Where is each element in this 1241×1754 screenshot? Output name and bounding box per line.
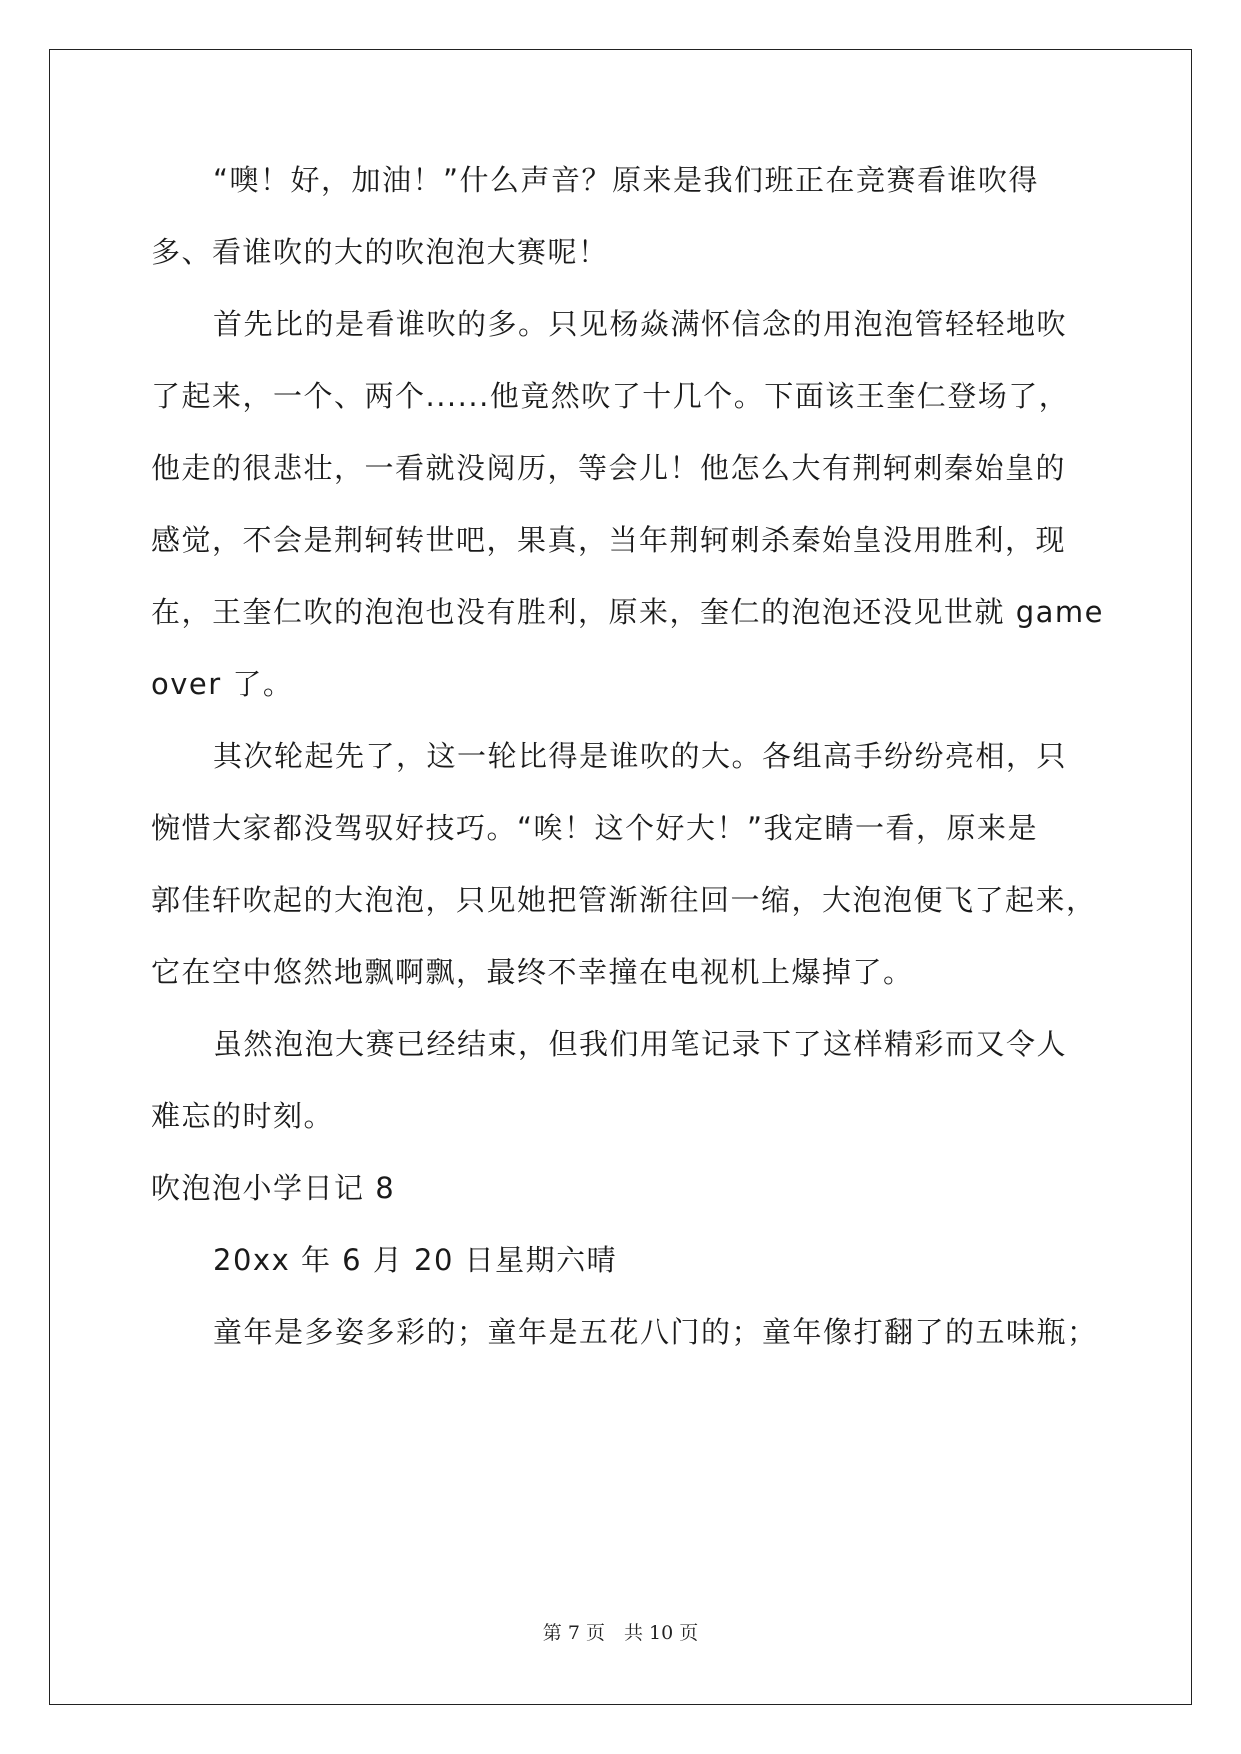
paragraph-line: over 了。 <box>151 667 294 701</box>
paragraph-line: 虽然泡泡大赛已经结束，但我们用笔记录下了这样精彩而又令人 <box>213 1027 1068 1061</box>
paragraph-line: 其次轮起先了，这一轮比得是谁吹的大。各组高手纷纷亮相，只 <box>213 739 1068 773</box>
paragraph-line: 了起来，一个、两个......他竟然吹了十几个。下面该王奎仁登场了， <box>151 379 1070 413</box>
date-line: 20xx 年 6 月 20 日星期六晴 <box>213 1243 618 1277</box>
paragraph-line: 它在空中悠然地飘啊飘，最终不幸撞在电视机上爆掉了。 <box>151 955 914 989</box>
paragraph-line: 多、看谁吹的大的吹泡泡大赛呢！ <box>151 235 609 269</box>
paragraph-line: “噢！好，加油！”什么声音？原来是我们班正在竞赛看谁吹得 <box>213 163 1040 197</box>
paragraph-line: 在，王奎仁吹的泡泡也没有胜利，原来，奎仁的泡泡还没见世就 game <box>151 595 1104 629</box>
paragraph-line: 郭佳轩吹起的大泡泡，只见她把管渐渐往回一缩，大泡泡便飞了起来， <box>151 883 1097 917</box>
paragraph-line: 惋惜大家都没驾驭好技巧。“唉！这个好大！”我定睛一看，原来是 <box>151 811 1039 845</box>
section-heading: 吹泡泡小学日记 8 <box>151 1171 396 1205</box>
paragraph-line: 感觉，不会是荆轲转世吧，果真，当年荆轲刺杀秦始皇没用胜利，现 <box>151 523 1067 557</box>
page-border <box>49 49 1192 1705</box>
page-footer: 第 7 页 共 10 页 <box>542 1622 699 1644</box>
paragraph-line: 童年是多姿多彩的；童年是五花八门的；童年像打翻了的五味瓶； <box>213 1315 1098 1349</box>
paragraph-line: 首先比的是看谁吹的多。只见杨焱满怀信念的用泡泡管轻轻地吹 <box>213 307 1068 341</box>
paragraph-line: 难忘的时刻。 <box>151 1099 335 1133</box>
paragraph-line: 他走的很悲壮，一看就没阅历，等会儿！他怎么大有荆轲刺秦始皇的 <box>151 451 1067 485</box>
